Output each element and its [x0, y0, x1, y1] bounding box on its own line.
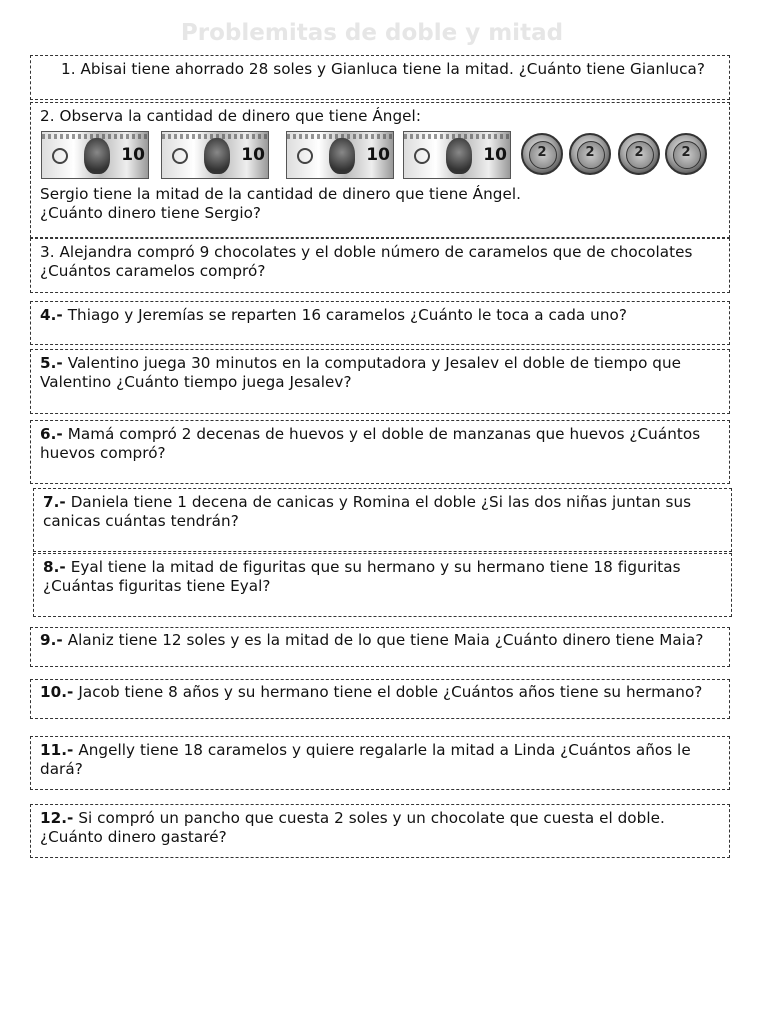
problem-text: Angelly tiene 18 caramelos y quiere regalarle la mitad a Linda ¿Cuántos años le dará?	[40, 741, 691, 778]
problem-8	[33, 553, 732, 617]
coin-denomination: 2	[681, 145, 691, 160]
coin-denomination: 2	[585, 145, 595, 160]
banknote-denomination: 10	[483, 145, 507, 165]
problem-9	[30, 627, 730, 667]
banknote-image	[161, 131, 269, 179]
page-title: Problemitas de doble y mitad	[180, 20, 564, 46]
problem-number: 7.-	[43, 493, 66, 511]
problem-5	[30, 349, 730, 414]
coin-image	[618, 133, 660, 175]
problem-11	[30, 736, 730, 790]
problem-text: Daniela tiene 1 decena de canicas y Romina el doble ¿Si las dos niñas juntan sus canicas cuántas tendrán?	[43, 493, 692, 530]
problem-2-intro	[40, 107, 721, 126]
banknote-image	[403, 131, 511, 179]
problem-1	[30, 55, 730, 100]
coin-image	[665, 133, 707, 175]
problem-number: 2.	[40, 107, 55, 125]
problem-text: Alejandra compró 9 chocolates y el doble número de caramelos que de chocolates ¿Cuántos caramelos compró?	[40, 243, 693, 280]
problem-number: 3.	[40, 243, 55, 261]
banknote-denomination: 10	[241, 145, 265, 165]
problem-1-line	[61, 60, 721, 79]
banknote-denomination: 10	[121, 145, 145, 165]
problem-12	[30, 804, 730, 858]
banknote-image	[41, 131, 149, 179]
problem-2-question	[40, 185, 721, 222]
problem-number: 8.-	[43, 558, 66, 576]
money-illustration	[41, 129, 721, 181]
problem-number: 4.-	[40, 306, 63, 324]
problem-2	[30, 102, 730, 238]
banknote-denomination: 10	[366, 145, 390, 165]
problem-number: 12.-	[40, 809, 74, 827]
problem-10	[30, 679, 730, 719]
problem-number: 11.-	[40, 741, 74, 759]
problem-text: Jacob tiene 8 años y su hermano tiene el doble ¿Cuántos años tiene su hermano?	[78, 683, 703, 701]
problem-text: Alaniz tiene 12 soles y es la mitad de lo que tiene Maia ¿Cuánto dinero tiene Maia?	[67, 631, 704, 649]
problem-text: Abisai tiene ahorrado 28 soles y Gianluca tiene la mitad. ¿Cuánto tiene Gianluca?	[80, 60, 705, 78]
problem-6	[30, 420, 730, 484]
problem-text: Si compró un pancho que cuesta 2 soles y un chocolate que cuesta el doble. ¿Cuánto dinero gastaré?	[40, 809, 665, 846]
problem-3	[30, 238, 730, 293]
problem-text: Mamá compró 2 decenas de huevos y el doble de manzanas que huevos ¿Cuántos huevos compró?	[40, 425, 701, 462]
problem-text: Observa la cantidad de dinero que tiene Ángel:	[59, 107, 421, 125]
problem-number: 6.-	[40, 425, 63, 443]
problem-7	[33, 488, 732, 552]
problem-text: Sergio tiene la mitad de la cantidad de dinero que tiene Ángel.	[40, 185, 522, 203]
coin-image	[521, 133, 563, 175]
problem-number: 1.	[61, 60, 76, 78]
problem-4	[30, 301, 730, 345]
problem-number: 5.-	[40, 354, 63, 372]
problem-number: 9.-	[40, 631, 63, 649]
problem-text: Valentino juega 30 minutos en la computadora y Jesalev el doble de tiempo que Valentino ¿Cuánto tiempo juega Jesalev?	[40, 354, 682, 391]
problem-number: 10.-	[40, 683, 74, 701]
banknote-image	[286, 131, 394, 179]
problem-text: ¿Cuánto dinero tiene Sergio?	[40, 203, 262, 222]
problem-text: Thiago y Jeremías se reparten 16 caramelos ¿Cuánto le toca a cada uno?	[67, 306, 627, 324]
coin-image	[569, 133, 611, 175]
coin-denomination: 2	[634, 145, 644, 160]
problem-text: Eyal tiene la mitad de figuritas que su hermano y su hermano tiene 18 figuritas ¿Cuántas figuritas tiene Eyal?	[43, 558, 681, 595]
coin-denomination: 2	[537, 145, 547, 160]
